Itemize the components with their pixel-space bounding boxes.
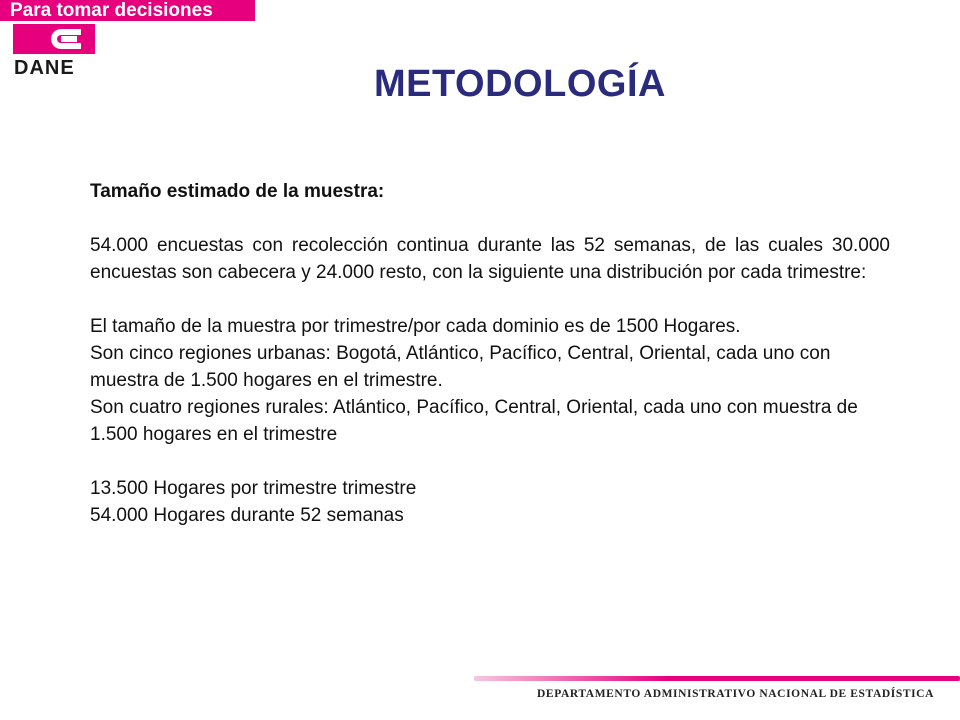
slide-body: [90, 178, 890, 529]
section-heading: Tamaño estimado de la muestra:: [90, 181, 385, 202]
dane-logo-text: DANE: [14, 57, 75, 79]
body-paragraph-2: El tamaño de la muestra por trimestre/por cada dominio es de 1500 Hogares.: [90, 316, 741, 337]
spacer: [90, 286, 890, 313]
summary-line-2: 54.000 Hogares durante 52 semanas: [90, 505, 404, 526]
footer-divider: [474, 676, 960, 681]
spacer: [90, 448, 890, 475]
tagline-banner: Para tomar decisiones: [0, 0, 255, 21]
body-paragraph-4: Son cuatro regiones rurales: Atlántico, Pacífico, Central, Oriental, cada uno con muestra de 1.500 hogares en el trimestre: [90, 397, 858, 445]
body-paragraph-3: Son cinco regiones urbanas: Bogotá, Atlántico, Pacífico, Central, Oriental, cada uno con muestra de 1.500 hogares en el trimestre.: [90, 343, 831, 391]
slide-title: METODOLOGÍA: [374, 63, 666, 105]
summary-line-1: 13.500 Hogares por trimestre trimestre: [90, 478, 417, 499]
footer-organization-name: DEPARTAMENTO ADMINISTRATIVO NACIONAL DE ESTADÍSTICA: [537, 688, 934, 700]
spacer: [90, 205, 890, 232]
body-paragraph-1: 54.000 encuestas con recolección continua durante las 52 semanas, de las cuales 30.000 encuestas son cabecera y 24.000 resto, con la siguiente una distribución por cada trimestre:: [90, 235, 890, 283]
